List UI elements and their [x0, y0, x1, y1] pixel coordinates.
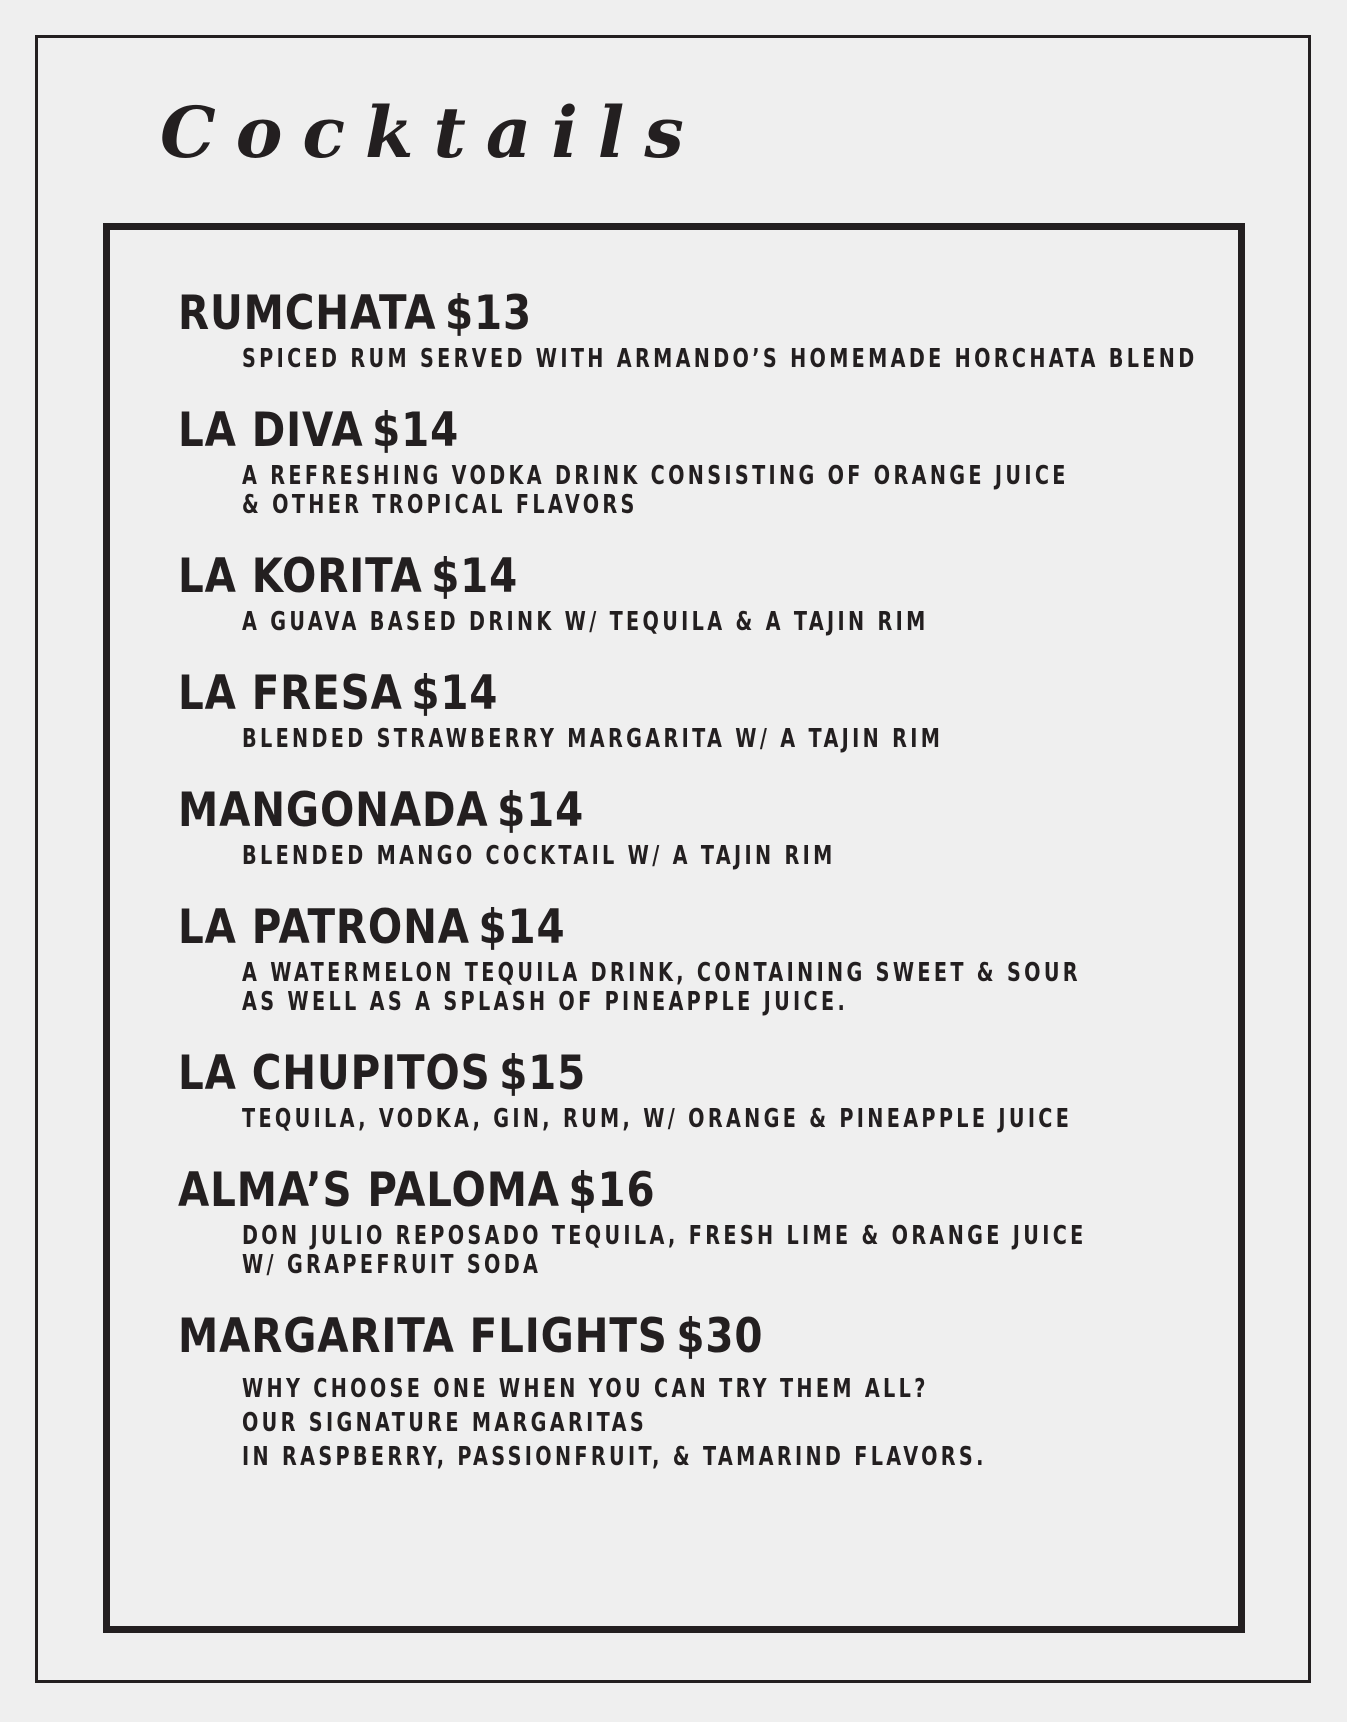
- menu-item-la-korita: [178, 550, 1238, 637]
- menu-item-la-chupitos: [178, 1047, 1238, 1134]
- item-description-line: BLENDED MANGO COCKTAIL W/ A TAJIN RIM: [242, 841, 836, 871]
- menu-item-la-fresa: [178, 667, 1238, 754]
- item-price: $14: [431, 549, 519, 604]
- item-price: $14: [372, 403, 460, 458]
- item-description-line: & OTHER TROPICAL FLAVORS: [242, 490, 638, 520]
- item-price: $14: [478, 900, 566, 955]
- menu-item-almas-paloma: [178, 1164, 1238, 1280]
- item-name: ALMA’S PALOMA: [178, 1163, 560, 1218]
- item-description-line: AS WELL AS A SPLASH OF PINEAPPLE JUICE.: [242, 987, 849, 1017]
- item-price: $15: [499, 1046, 587, 1101]
- menu-item-la-diva: [178, 404, 1238, 520]
- item-name: LA DIVA: [178, 403, 364, 458]
- item-price: $30: [676, 1309, 764, 1364]
- item-heading: [178, 784, 1090, 838]
- item-name: LA CHUPITOS: [178, 1046, 491, 1101]
- item-price: $16: [568, 1163, 656, 1218]
- item-name: LA KORITA: [178, 549, 423, 604]
- item-heading: [178, 667, 1090, 721]
- item-name: MARGARITA FLIGHTS: [178, 1309, 668, 1364]
- item-heading: [178, 901, 1090, 955]
- item-name: LA PATRONA: [178, 900, 470, 955]
- item-heading: [178, 404, 1090, 458]
- item-heading: [178, 550, 1090, 604]
- item-description-line: TEQUILA, VODKA, GIN, RUM, W/ ORANGE & PINEAPPLE JUICE: [242, 1104, 1073, 1134]
- menu-item-rumchata: [178, 287, 1238, 374]
- item-description-line: A WATERMELON TEQUILA DRINK, CONTAINING SWEET & SOUR: [242, 958, 1081, 988]
- item-description-line: W/ GRAPEFRUIT SODA: [242, 1250, 542, 1280]
- item-heading: [178, 1310, 1090, 1364]
- item-name: RUMCHATA: [178, 286, 437, 341]
- item-price: $14: [497, 783, 585, 838]
- item-description-line: DON JULIO REPOSADO TEQUILA, FRESH LIME & ORANGE JUICE: [242, 1221, 1087, 1251]
- item-heading: [178, 1047, 1090, 1101]
- menu-item-la-patrona: [178, 901, 1238, 1017]
- menu-item-margarita-flights: [178, 1310, 1238, 1474]
- item-description-line: WHY CHOOSE ONE WHEN YOU CAN TRY THEM ALL?: [242, 1374, 929, 1404]
- item-description-line: BLENDED STRAWBERRY MARGARITA W/ A TAJIN RIM: [242, 724, 944, 754]
- item-heading: [178, 287, 1090, 341]
- item-description-line: OUR SIGNATURE MARGARITAS: [242, 1408, 648, 1438]
- item-name: LA FRESA: [178, 666, 403, 721]
- item-description-line: SPICED RUM SERVED WITH ARMANDO’S HOMEMADE HORCHATA BLEND: [242, 344, 1198, 374]
- item-price: $14: [411, 666, 499, 721]
- menu-title: Cocktails: [160, 91, 704, 174]
- item-description-line: A GUAVA BASED DRINK W/ TEQUILA & A TAJIN RIM: [242, 607, 929, 637]
- item-description-line: A REFRESHING VODKA DRINK CONSISTING OF ORANGE JUICE: [242, 461, 1069, 491]
- item-description-line: IN RASPBERRY, PASSIONFRUIT, & TAMARIND FLAVORS.: [242, 1442, 987, 1472]
- item-name: MANGONADA: [178, 783, 489, 838]
- item-heading: [178, 1164, 1090, 1218]
- item-price: $13: [445, 286, 532, 341]
- menu-item-mangonada: [178, 784, 1238, 871]
